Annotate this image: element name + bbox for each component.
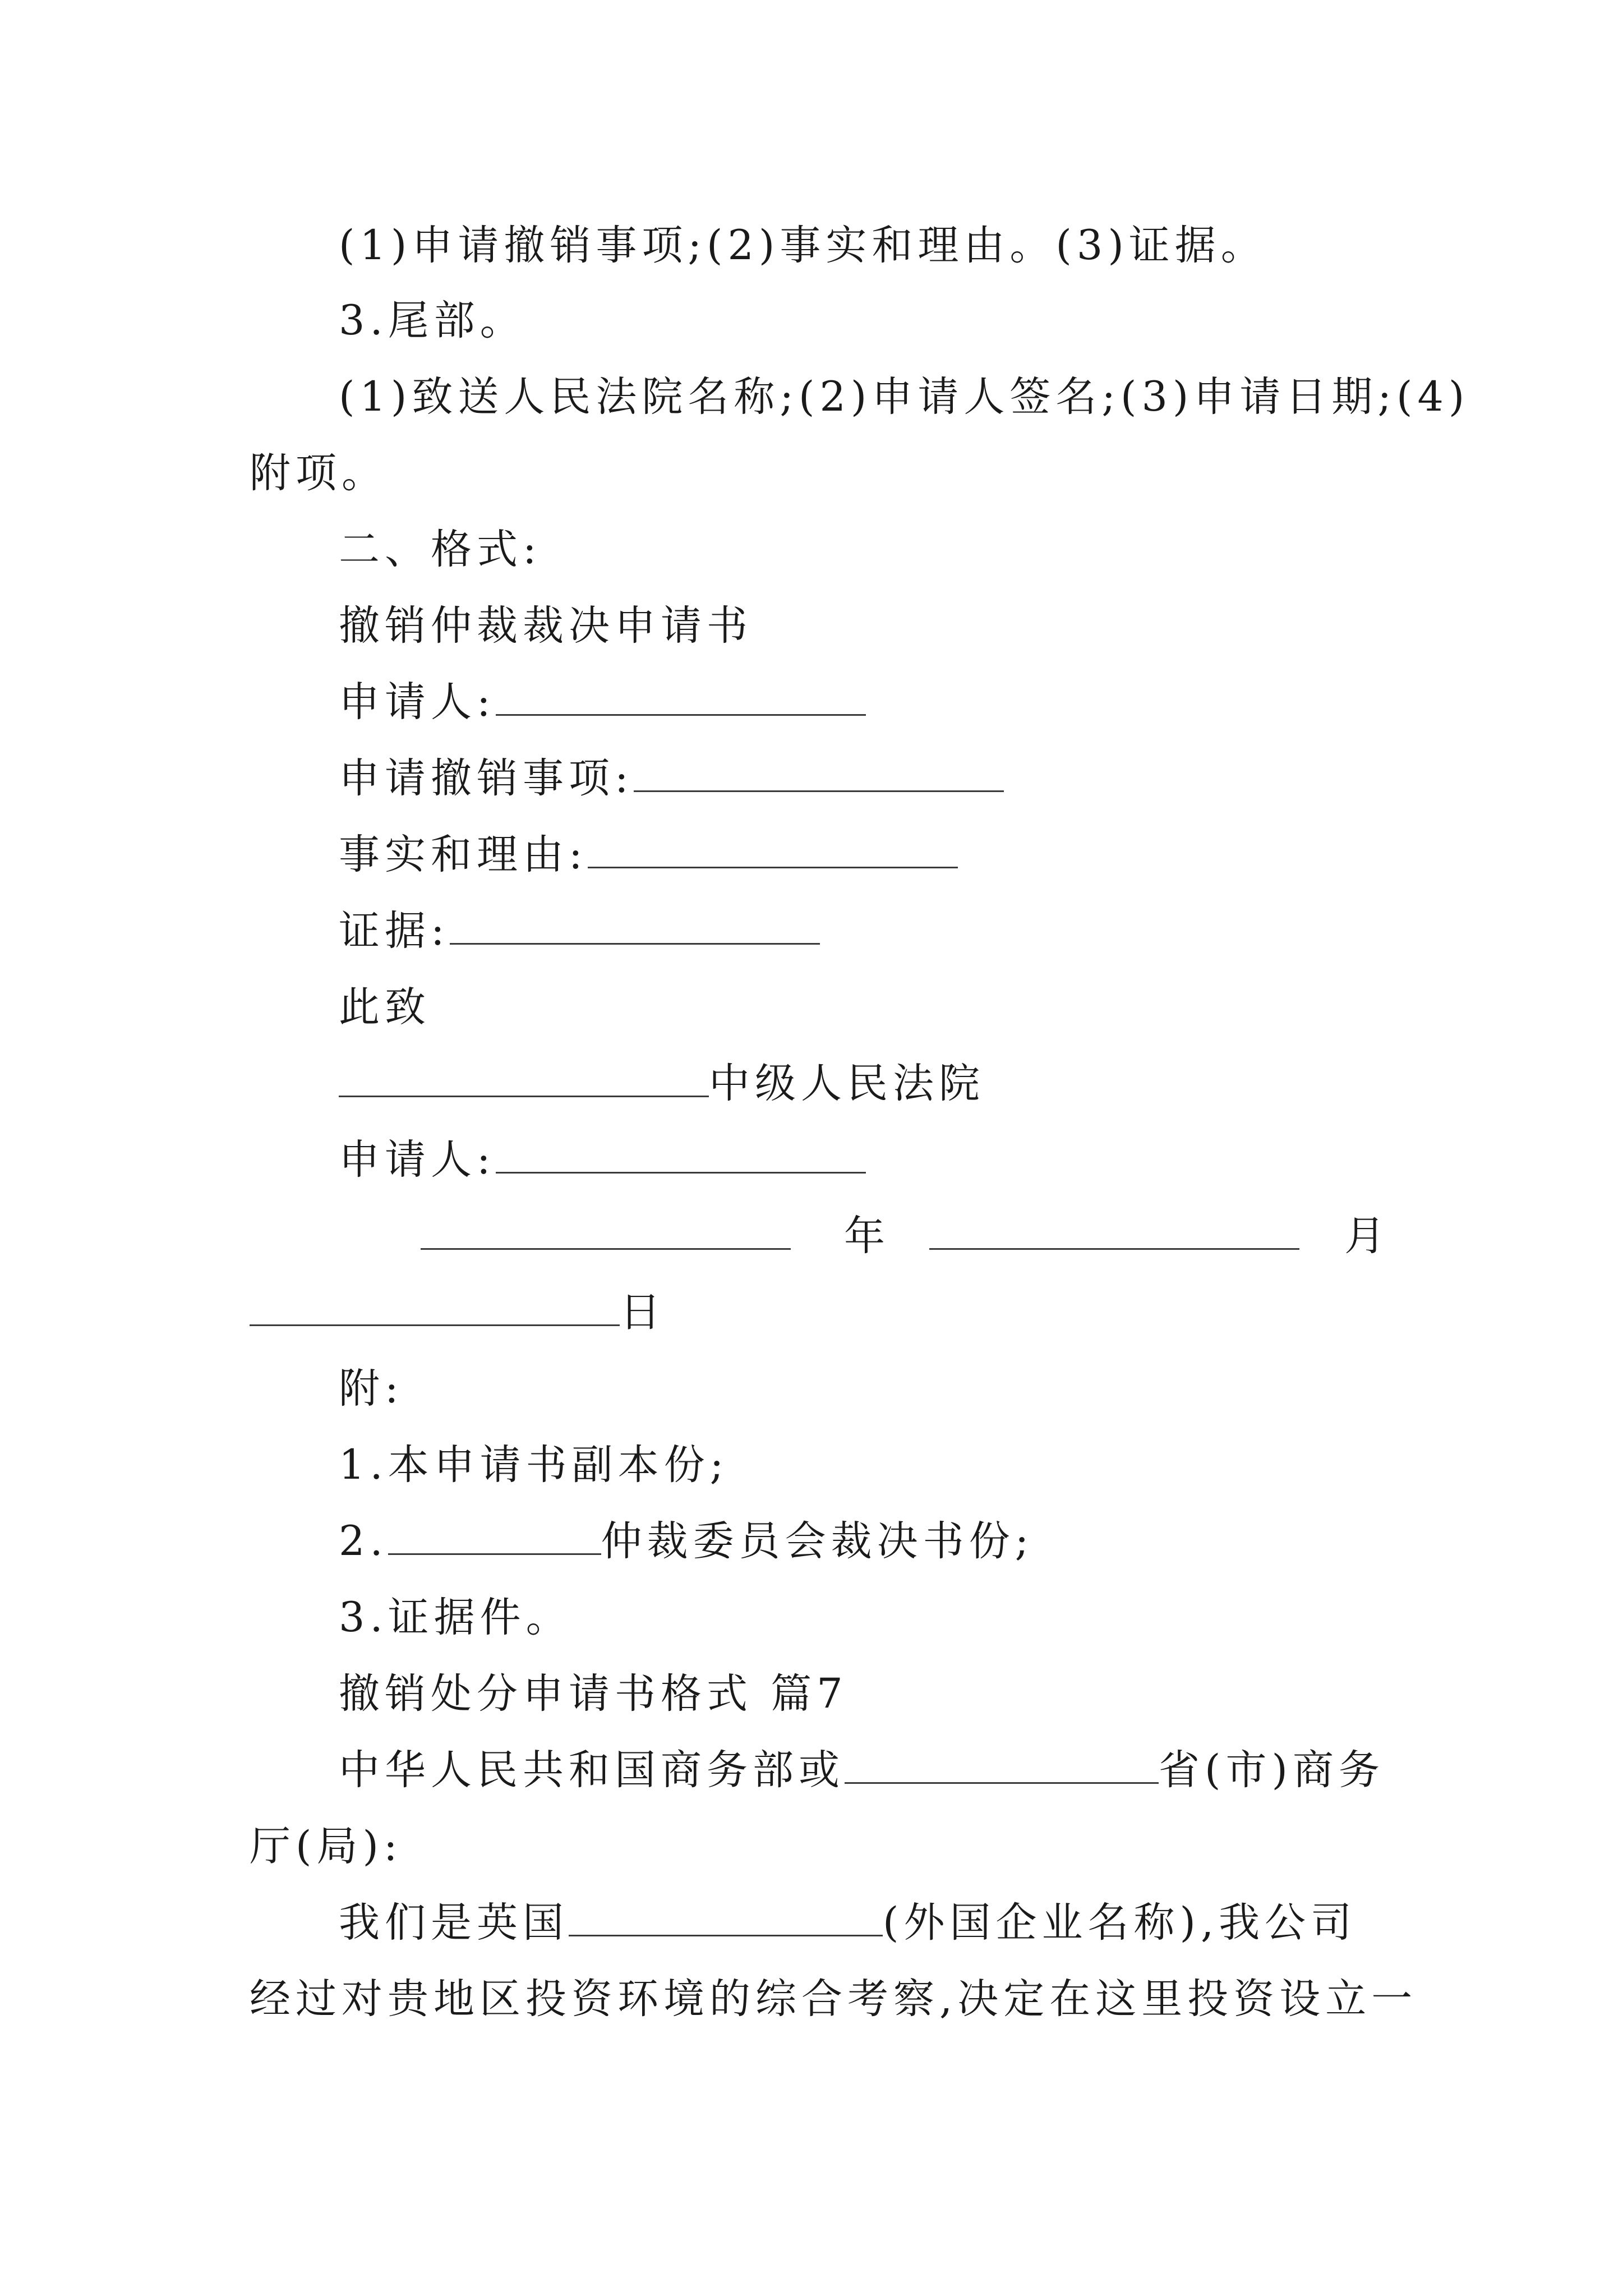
text: (1)致送人民法院名称;(2)申请人签名;(3)申请日期;(4) — [339, 373, 1470, 421]
text: 撤销处分申请书格式 篇7 — [339, 1670, 848, 1718]
text: 我们是英国 — [339, 1899, 569, 1947]
fill-blank — [339, 1056, 709, 1097]
text: 经过对贵地区投资环境的综合考察,决定在这里投资设立一 — [250, 1975, 1418, 2023]
form-field-revocation-items — [339, 751, 1483, 807]
fill-blank — [929, 1209, 1299, 1250]
text: 1.本申请书副本份; — [339, 1441, 729, 1489]
text: 省(市)商务 — [1159, 1746, 1385, 1794]
fill-blank — [421, 1209, 791, 1250]
text-line — [250, 445, 1394, 501]
text: 3.证据件。 — [339, 1594, 572, 1641]
form-field-applicant — [339, 674, 1483, 730]
text-line — [250, 1971, 1418, 2027]
field-label: 申请撤销事项: — [339, 754, 634, 802]
text-line — [339, 1895, 1483, 1951]
text-line — [339, 522, 1483, 578]
text: 此致 — [339, 983, 431, 1031]
text: 撤销仲裁裁决申请书 — [339, 602, 753, 650]
field-label: 证据: — [339, 907, 450, 955]
date-line — [250, 1285, 1394, 1341]
text-line — [339, 1437, 1483, 1493]
text: 中级人民法院 — [709, 1060, 985, 1107]
text-line — [339, 218, 1483, 274]
field-label: 事实和理由: — [339, 831, 588, 878]
fill-blank — [569, 1895, 883, 1936]
fill-blank — [496, 1133, 866, 1174]
text: 日 — [620, 1289, 666, 1336]
text-line — [339, 369, 1483, 425]
text-line — [339, 1590, 1483, 1646]
form-title — [339, 598, 1483, 654]
text: 3.尾部。 — [339, 297, 526, 344]
text: 月 — [1344, 1212, 1390, 1260]
fill-blank — [450, 904, 820, 945]
text: 附项。 — [250, 449, 388, 497]
text-line — [339, 293, 1483, 349]
fill-blank — [845, 1743, 1159, 1784]
field-label: 申请人: — [339, 1136, 496, 1184]
court-line — [339, 1056, 1483, 1112]
fill-blank — [496, 675, 866, 716]
text-line — [339, 1513, 1483, 1570]
form-field-evidence — [339, 903, 1483, 959]
text-line — [339, 1361, 1483, 1417]
fill-blank — [250, 1285, 620, 1326]
date-line — [421, 1208, 1565, 1264]
text: (1)申请撤销事项;(2)事实和理由。(3)证据。 — [339, 222, 1267, 269]
text: 附: — [339, 1365, 404, 1412]
form-field-applicant-signature — [339, 1132, 1483, 1188]
text: 厅(局): — [250, 1823, 403, 1870]
text: (外国企业名称),我公司 — [883, 1899, 1357, 1947]
text: 年 — [844, 1212, 890, 1260]
text: 2. — [339, 1517, 388, 1565]
fill-blank — [388, 1514, 601, 1555]
text-line — [339, 979, 1483, 1036]
text-line — [250, 1819, 1394, 1875]
field-label: 申请人: — [339, 678, 496, 726]
fill-blank — [588, 827, 958, 868]
text-line — [339, 1742, 1483, 1798]
text: 二、格式: — [339, 526, 542, 573]
text: 仲裁委员会裁决书份; — [601, 1517, 1034, 1565]
fill-blank — [634, 751, 1004, 792]
section-heading — [339, 1666, 1483, 1722]
text: 中华人民共和国商务部或 — [339, 1746, 845, 1794]
form-field-facts-reasons — [339, 827, 1483, 883]
